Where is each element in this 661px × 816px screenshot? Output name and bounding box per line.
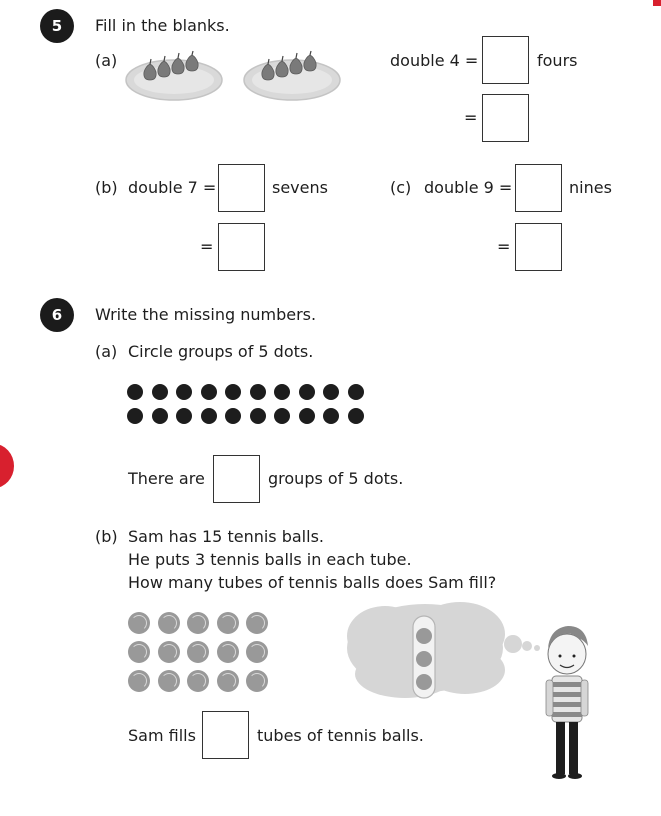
q5a-label: (a) [95,51,118,70]
dot [201,408,217,424]
dot [348,384,364,400]
dot [274,384,290,400]
thinking-boy-illustration [345,596,600,786]
q5b-label: (b) [95,178,118,197]
dot [127,384,143,400]
q5b-equals: = [200,237,214,256]
q6b-line-3: How many tubes of tennis balls does Sam fill? [128,573,497,592]
dot-array[interactable] [127,384,372,428]
q5b-expression: double 7 = [128,178,217,197]
dot [250,408,266,424]
dot [176,384,192,400]
q5b-answer-box-1[interactable] [218,164,265,212]
tennis-ball-icon [187,612,209,634]
page-side-tab [0,444,14,488]
question-number-6: 6 [40,298,74,332]
tennis-ball-icon [217,641,239,663]
q6b-sentence-start: Sam fills [128,726,196,745]
plates-of-pears-illustration [124,50,354,106]
tennis-ball-icon [187,641,209,663]
tennis-balls-array [128,612,273,694]
tennis-ball-icon [128,641,150,663]
dot [225,408,241,424]
q5c-unit: nines [569,178,612,197]
dot [250,384,266,400]
q6a-instruction: Circle groups of 5 dots. [128,342,314,361]
dot [299,408,315,424]
q5b-unit: sevens [272,178,328,197]
q5a-answer-box-1[interactable] [482,36,529,84]
q6a-label: (a) [95,342,118,361]
q5-instruction: Fill in the blanks. [95,16,230,35]
q5a-expression: double 4 = [390,51,479,70]
q5c-equals: = [497,237,511,256]
q5c-answer-box-1[interactable] [515,164,562,212]
q6b-line-1: Sam has 15 tennis balls. [128,527,324,546]
dot [225,384,241,400]
dot [152,384,168,400]
tennis-ball-icon [158,612,180,634]
q5c-answer-box-2[interactable] [515,223,562,271]
q6b-label: (b) [95,527,118,546]
tennis-ball-icon [217,670,239,692]
dot [127,408,143,424]
tennis-ball-icon [128,612,150,634]
tennis-ball-icon [246,612,268,634]
dot [274,408,290,424]
dot [176,408,192,424]
q6b-answer-box[interactable] [202,711,249,759]
dot [348,408,364,424]
question-number-5: 5 [40,9,74,43]
tennis-ball-icon [158,670,180,692]
tennis-ball-icon [158,641,180,663]
dot [323,384,339,400]
q6-instruction: Write the missing numbers. [95,305,317,324]
q5c-expression: double 9 = [424,178,513,197]
q5a-answer-box-2[interactable] [482,94,529,142]
q5a-unit: fours [537,51,578,70]
q5b-answer-box-2[interactable] [218,223,265,271]
q5c-label: (c) [390,178,412,197]
q6a-answer-box[interactable] [213,455,260,503]
dot [152,408,168,424]
tennis-ball-icon [246,641,268,663]
dot [323,408,339,424]
q6b-line-2: He puts 3 tennis balls in each tube. [128,550,412,569]
tennis-ball-icon [128,670,150,692]
q5a-equals: = [464,108,478,127]
tennis-ball-icon [187,670,209,692]
q6b-sentence-end: tubes of tennis balls. [257,726,424,745]
dot [201,384,217,400]
tennis-ball-icon [246,670,268,692]
tennis-ball-icon [217,612,239,634]
page-corner-tab [653,0,661,6]
q6a-sentence-start: There are [128,469,205,488]
dot [299,384,315,400]
q6a-sentence-end: groups of 5 dots. [268,469,404,488]
